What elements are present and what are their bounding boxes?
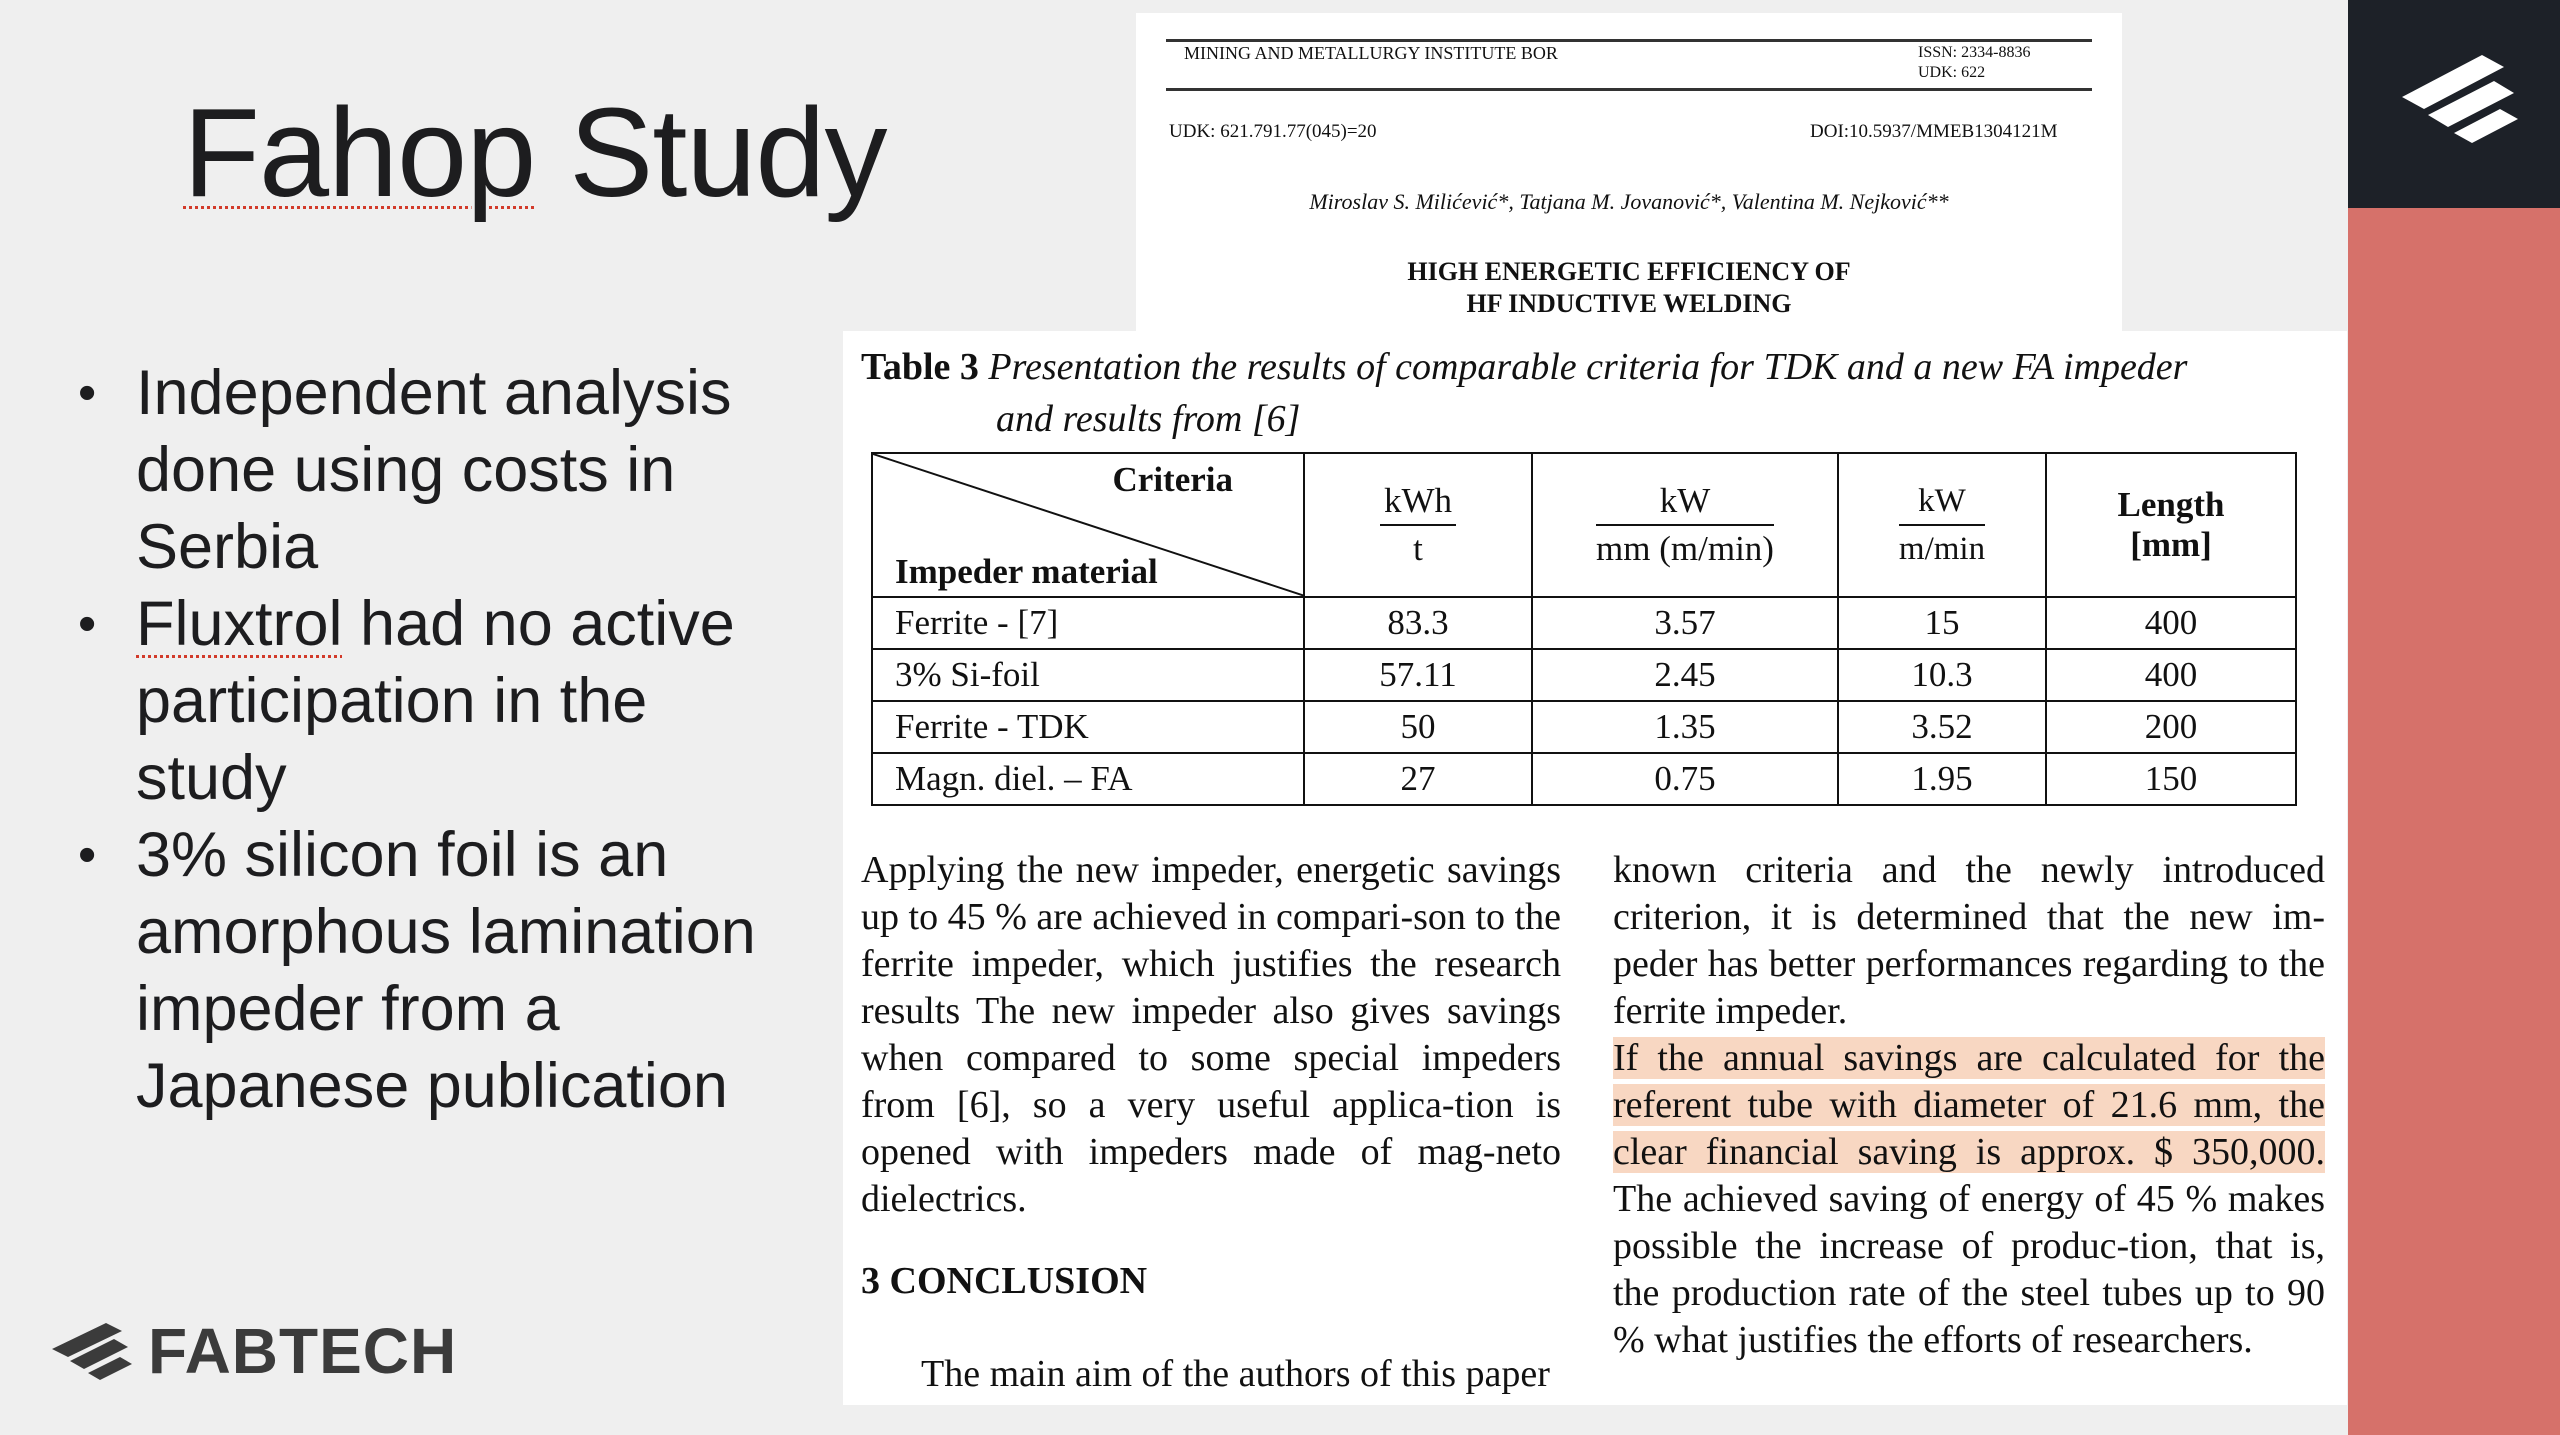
table-cell: 3.57 [1532, 597, 1838, 649]
bullet-item [72, 586, 792, 817]
table-row [872, 701, 2296, 753]
bullet-dot-icon: • [78, 364, 97, 422]
bullet-item [72, 355, 792, 586]
doi-code: DOI:10.5937/MMEB1304121M [1810, 121, 2058, 142]
table-cell: 3.52 [1838, 701, 2046, 753]
header-kwh-per-t: $\frac{\text{kWh}}{t}$ [1304, 453, 1532, 597]
conclusion-start-text: The main aim of the authors of this paper [921, 1353, 1550, 1395]
caption-label: Table 3 [861, 346, 979, 388]
header-criteria-cell [872, 453, 1304, 597]
header-rule [1166, 39, 2092, 42]
table-cell: 10.3 [1838, 649, 2046, 701]
table-cell: 1.95 [1838, 753, 2046, 805]
bullet-text: had no active participation in the study [136, 589, 735, 813]
table-row [872, 597, 2296, 649]
udk-small: UDK: 622 [1918, 64, 1986, 81]
bullet-text: 3% silicon foil is an amorphous lamination impeder from a Japanese publication [136, 820, 756, 1121]
table-cell: 83.3 [1304, 597, 1532, 649]
table-cell: 3% Si-foil [872, 649, 1304, 701]
table-cell: 150 [2046, 753, 2296, 805]
paper-title-line2: HF INDUCTIVE WELDING [1466, 289, 1792, 318]
bullet-list [72, 355, 792, 1125]
table-cell: 400 [2046, 649, 2296, 701]
paper-excerpt-image [843, 331, 2347, 1405]
title-word-fahop: Fahop [183, 82, 536, 223]
fabtech-logo [48, 1316, 457, 1386]
table-cell: 1.35 [1532, 701, 1838, 753]
caption-text-line1: Presentation the results of comparable criteria for TDK and a new FA impeder [988, 346, 2188, 388]
bullet-dot-icon: • [78, 595, 97, 653]
highlighted-savings-text: If the annual savings are calculated for the referent tube with diameter of 21.6 mm, the clear financial saving is approx. $ 350,000. [1613, 1037, 2325, 1173]
table-cell: 15 [1838, 597, 2046, 649]
table-cell: 0.75 [1532, 753, 1838, 805]
impeder-material-label: Impeder material [895, 552, 1158, 591]
sidebar-red-block [2348, 208, 2560, 1435]
header-length: Length [mm] [2046, 453, 2296, 597]
right-paragraph-rest: The achieved saving of energy of 45 % makes possible the increase of produc-tion, that is, the production rate of the steel tubes up to 90 % what justifies the efforts of researchers. [1613, 1178, 2325, 1361]
table-cell: 57.11 [1304, 649, 1532, 701]
title-word-study: Study [569, 82, 887, 223]
fabtech-mark-icon [2382, 45, 2522, 155]
paper-title-line1: HIGH ENERGETIC EFFICIENCY OF [1407, 257, 1851, 286]
table-cell: Ferrite - TDK [872, 701, 1304, 753]
right-column-text [1613, 847, 2325, 1364]
right-paragraph-2 [1613, 1035, 2325, 1364]
table-header-row [872, 453, 2296, 597]
right-paragraph-1: known criteria and the newly introduced criterion, it is determined that the new im-peder has better performances regarding to the ferrite impeder. [1613, 849, 2325, 1032]
criteria-label: Criteria [1112, 460, 1233, 499]
table-cell: 50 [1304, 701, 1532, 753]
table-row [872, 649, 2296, 701]
left-paragraph: Applying the new impeder, energetic savings up to 45 % are achieved in compari-son to the ferrite impeder, which justifies the research results The new impeder also gives savings when compared to some special impeders from [6], so a very useful applica-tion is opened with impeders made of mag-neto dielectrics. [861, 849, 1561, 1220]
table-caption [861, 341, 2321, 445]
slide-title [183, 80, 887, 225]
header-kw-per-mm: $\frac{kW}{mm (m/\min)}$ [1532, 453, 1838, 597]
bullet-text: Independent analysis done using costs in Serbia [136, 358, 732, 582]
paper-authors: Miroslav S. Milićević*, Tatjana M. Jovanović*, Valentina M. Nejković** [1309, 189, 1949, 214]
issn: ISSN: 2334-8836 [1918, 44, 2031, 61]
table-row [872, 753, 2296, 805]
results-table [871, 452, 2297, 806]
paper-header-image [1136, 13, 2122, 331]
bullet-dot-icon: • [78, 826, 97, 884]
table-cell: Magn. diel. – FA [872, 753, 1304, 805]
table-cell: 400 [2046, 597, 2296, 649]
table-cell: 2.45 [1532, 649, 1838, 701]
left-column-text [861, 847, 1561, 1223]
table-cell: Ferrite - [7] [872, 597, 1304, 649]
table-cell: 27 [1304, 753, 1532, 805]
institute-name: MINING AND METALLURGY INSTITUTE BOR [1184, 43, 1558, 63]
header-kw-per-mmin: $\frac{kW}{m/\min}$ [1838, 453, 2046, 597]
fabtech-mark-icon [48, 1319, 138, 1383]
table-cell: 200 [2046, 701, 2296, 753]
conclusion-heading: 3 CONCLUSION [861, 1260, 1148, 1302]
bullet-item [72, 817, 792, 1125]
issn-block [1918, 43, 2030, 83]
caption-text-line2: and results from [6] [996, 398, 1301, 440]
fabtech-logo-text: FABTECH [148, 1315, 458, 1387]
udk-code: UDK: 621.791.77(045)=20 [1169, 121, 1377, 142]
bullet-text-fluxtrol: Fluxtrol [136, 589, 343, 659]
header-rule [1166, 88, 2092, 91]
